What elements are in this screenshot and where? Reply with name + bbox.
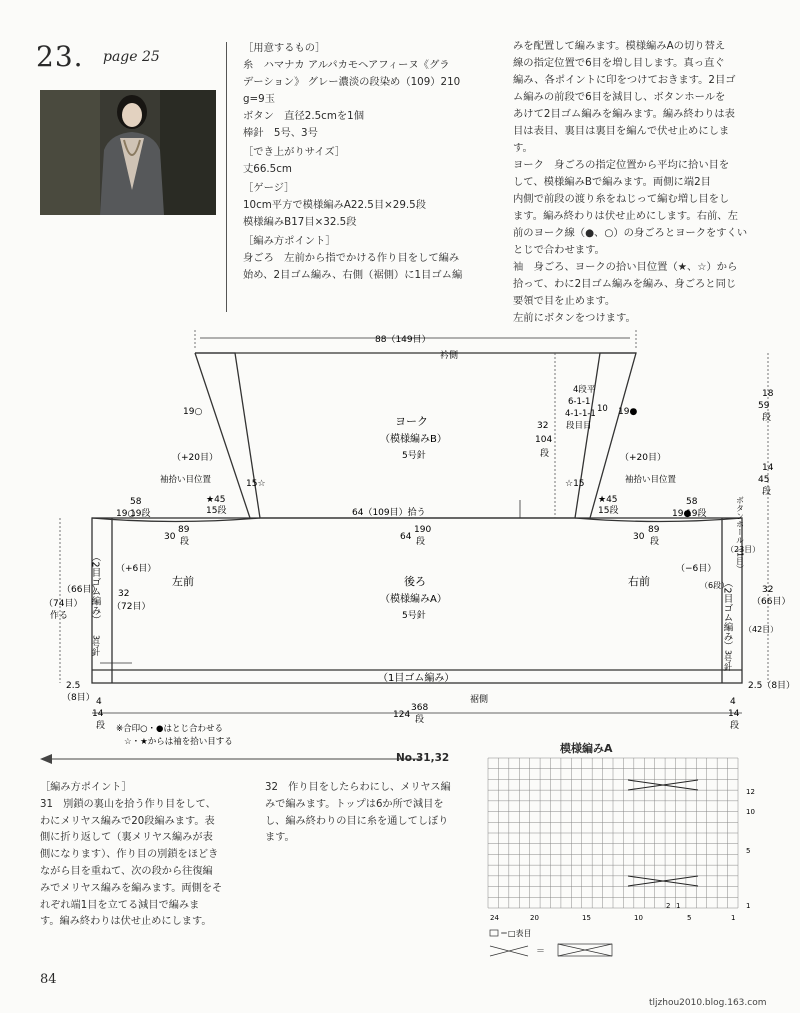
bottom-mid-line: 32 作り目をしたらわにし、メリヤス編 [265,782,451,793]
right-14: 14 [728,709,740,719]
right-rib-label: （2目ゴム編み） [721,578,733,651]
bottom-points-line: 31 別鎖の裏山を拾う作り目をして、 [40,798,216,810]
col-label-10: 10 [634,914,643,922]
mid-64: 64 [400,532,412,542]
yoke-height-unit: 段 [540,449,550,459]
right-19: 19● [672,509,692,519]
bottom-mid-section [265,780,475,847]
left-19-mark: 19○ [183,407,203,417]
col-label-15: 15 [582,914,591,922]
legend-equals: ＝ [536,947,546,957]
star15-right: ☆15 [565,479,585,489]
right-89-unit: 段 [650,537,660,547]
instruction-line: 前のヨーク線（●、○）の身ごろとヨークをすくい [513,227,748,239]
top-width-label: 88（149目） [375,335,431,345]
mid-190: 190 [414,525,432,535]
instruction-line: ます。編み終わりは伏せ止めにします。右前、左 [513,210,738,222]
materials-section [243,38,503,284]
right-19-mark: 19● [618,407,638,417]
plus20-right: （+20目） [620,453,666,463]
bottom-124: 124 [393,710,411,720]
note-1: ※合印○・●はとじ合わせる [116,724,223,734]
pick-64-label: 64（109目）拾う [352,508,426,518]
yoke-left-edge [195,353,250,518]
column-divider [226,42,227,312]
instruction-line: 目は表目、裏目は裏目を編んで伏せ止めにしま [513,125,730,137]
right-2-5: 2.5（8目） [748,681,796,691]
no-reference: No.31,32 [396,752,450,764]
star45-right: ★45 [598,495,618,505]
right-14-unit: 段 [762,487,772,497]
left-front-label: 左前 [172,575,194,588]
legend-box-icon [490,930,498,936]
model-photo-icon [40,90,216,215]
right-89: 89 [648,525,660,535]
legend-knit: ＝□表目 [500,929,532,938]
right-30: 30 [633,532,645,542]
chart-title: 模様編みA [560,742,613,755]
right-58: 58 [686,497,698,507]
right-front-label: 右前 [628,575,650,588]
col-label-1: 1 [731,914,736,922]
right-14-rows: 45 [758,475,770,485]
page-number: 84 [40,972,57,987]
size-heading: ［でき上がりサイズ］ [243,146,346,158]
left-32: 32 [118,589,130,599]
buttonhole-label: ボタンホール（1目） [735,496,745,574]
instruction-line: 左前にボタンをつけます。 [513,312,636,324]
bottom-mid-line: みで編みます。トップは6か所で減目を [265,798,444,810]
bottom-rib-label: （1目ゴム編み） [378,673,455,684]
instruction-line: 袖 身ごろ、ヨークの拾い目位置（★、☆）から [513,261,738,273]
left-58: 58 [130,497,142,507]
back-title: 後ろ [404,575,426,588]
instruction-line: 編み、各ポイントに印をつけておきます。2目ゴ [513,74,736,86]
right-18: 18 [762,389,774,399]
minus6-label: （−6目） [676,564,717,574]
sleeve-pos-left: 袖拾い目位置 [160,475,212,485]
right-4-unit: 段 [730,721,740,731]
left-8: （8目） [62,693,95,703]
instruction-line: 要領で目を止めます。 [513,295,616,307]
right-rib-needle: 3号針 [723,650,733,672]
yoke-needle: 5号針 [402,451,426,461]
yoke-height-cm: 32 [537,421,549,431]
left-4: 4 [96,697,102,707]
left-30: 30 [164,532,176,542]
star45-left: ★45 [206,495,226,505]
left-66: （66目） [62,585,101,595]
right-4: 4 [730,697,736,707]
bottom-unit: 段 [415,715,425,725]
right-18-unit: 段 [762,413,772,423]
instruction-line: とじで合わせます。 [513,244,605,256]
page-reference: page 25 [103,49,160,65]
materials-line: g=9玉 [243,93,276,105]
size-line: 丈66.5cm [243,163,292,175]
bottom-368: 368 [411,703,429,713]
instruction-line: 拾って、わに2目ゴム編みを編み、身ごろと同じ [513,278,737,290]
stitch-chart [488,758,755,957]
bottom-points-line: す。編み終わりは伏せ止めにします。 [40,916,212,928]
back-needle: 5号針 [402,611,426,621]
materials-line: ボタン 直径2.5cmを1個 [243,110,364,122]
left-14: 14 [92,709,104,719]
points-heading: ［編み方ポイント］ [243,235,336,247]
left-58-rows: 19段 [130,509,151,519]
col-label-24: 24 [490,914,499,922]
bottom-points-heading: ［編み方ポイント］ [40,782,132,793]
right-18-rows: 59 [758,401,770,411]
gauge-heading: ［ゲージ］ [243,182,295,194]
col-mark-1: 1 [676,902,681,910]
instruction-line: 線の指定位置で6目を増し目します。真っ直ぐ [513,57,725,69]
legend-cable-icon [490,946,528,956]
model-photo [40,90,216,215]
bottom-points-line: 側になります）、作り目の別鎖をほどき [40,849,219,861]
note-2: ☆・★からは袖を拾い目する [124,737,233,747]
row-label-1: 1 [746,902,751,910]
right-32: 32 [762,585,774,595]
instruction-line: ヨーク 身ごろの指定位置から平均に拾い目を [513,159,730,171]
bottom-points-line: れぞれ端1目を立てる減目で編みま [40,899,200,911]
instruction-line: あけて2目ゴム編みを編みます。編み終わりは表 [513,108,735,120]
col-label-5: 5 [687,914,692,922]
bottom-points-line: みでメリヤス編みを編みます。両側をそ [40,882,223,894]
bottom-points-line: 側に折り返して（裏メリヤス編みが表 [40,832,213,844]
star45-right-rows: 15段 [598,506,619,516]
instruction-line: ム編みの前段で6目を減目し、ボタンホールを [513,91,726,103]
legend-cable-detail-icon [558,944,612,956]
left-72: （72目） [112,602,151,612]
left-rib-needle: 3号針 [91,635,101,657]
left-19: 19○ [116,509,136,519]
instructions-section [513,38,773,327]
cable-cross-lower [628,876,698,886]
plus6-label: （+6目） [116,564,157,574]
left-89-unit: 段 [180,537,190,547]
yoke-pattern: （模様編みB） [380,434,447,445]
col-label-20: 20 [530,914,539,922]
dec-count: 10 [597,404,608,414]
right-6: （6段） [700,581,730,590]
cable-cross-upper [628,780,698,790]
points-line: 始め、2目ゴム編み、右側（裾側）に1目ゴム編 [243,269,463,281]
left-74: （74目） [44,599,83,609]
collar-side-label: 衿側 [440,351,459,361]
materials-line: 糸 ハマナカ アルパカモヘアフィーヌ《グラ [243,59,450,71]
gauge-line: 模様編みB17目×32.5段 [243,216,357,228]
dec-rule-line: 4段平 [573,385,596,395]
star15-left: 15☆ [246,479,266,489]
left-4-unit: 段 [96,721,106,731]
gauge-line: 10cm平方で模様編みA22.5目×29.5段 [243,199,426,211]
col-mark-2: 2 [666,902,671,910]
bottom-mid-line: ます。 [265,832,295,844]
yoke-height-rows: 104 [535,435,553,445]
instruction-line: す。 [513,142,533,154]
left-89: 89 [178,525,190,535]
dec-rule-line: 6-1-1 [568,397,591,407]
materials-heading: ［用意するもの］ [243,42,326,54]
dec-rule-line: 4-1-1-1 [565,409,596,419]
mid-190-unit: 段 [416,537,426,547]
row-label-12: 12 [746,788,755,796]
sleeve-pos-right: 袖拾い目位置 [625,475,677,485]
star45-left-rows: 15段 [206,506,227,516]
hem-side-label: 裾側 [470,695,489,705]
right-42: （42目） [744,625,779,634]
bottom-points-line: わにメリヤス編みで20段編みます。表 [40,815,215,827]
right-14: 14 [762,463,774,473]
yoke-title: ヨーク [395,415,428,428]
bottom-points-line: ながら目を重ねて、次の段から往復編 [40,865,213,877]
pattern-number: 23. [36,40,84,73]
instruction-line: して、模様編みBで編みます。両側に端2目 [513,176,711,188]
schematic-diagram [0,320,800,750]
instruction-line: みを配置して編みます。模様編みAの切り替え [513,40,726,52]
materials-line: デーション》 グレー濃淡の段染め（109）210 [243,76,461,88]
plus20-left: （+20目） [172,453,218,463]
right-23: （23目） [726,545,761,554]
row-label-10: 10 [746,808,755,816]
points-line: 身ごろ 左前から指でかける作り目をして編み [243,252,460,264]
left-rib-label: （2目ゴム編み） [89,552,101,625]
back-pattern: （模様編みA） [380,594,447,605]
right-66: （66目） [752,597,791,607]
left-2-5: 2.5 [66,681,81,691]
left-make: 作る [50,611,69,621]
row-label-5: 5 [746,847,751,855]
bottom-mid-line: し、編み終わりの目に糸を通してしぼり [265,815,449,827]
bottom-points-section [40,780,260,931]
instruction-line: 内側で前段の渡り糸をねじって編む増し目をし [513,193,730,205]
right-58-rows: 19段 [686,509,707,519]
materials-line: 棒針 5号、3号 [243,127,318,139]
site-watermark: tljzhou2010.blog.163.com [649,998,767,1008]
dec-rule-line: 段目目 [566,421,592,431]
